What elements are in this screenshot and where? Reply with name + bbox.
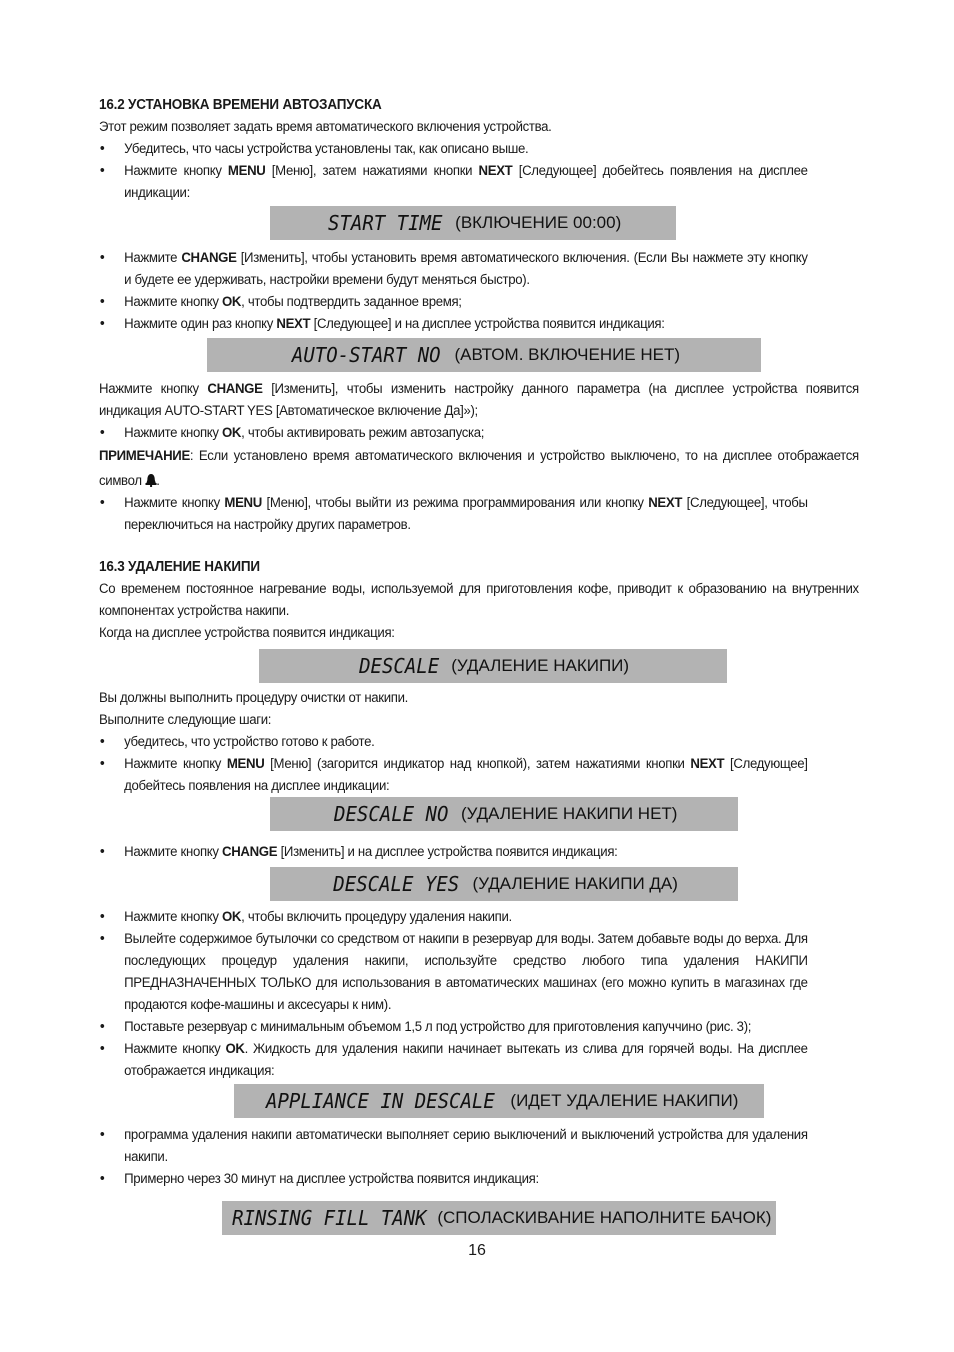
- bullet-list-1: [99, 138, 859, 204]
- display-descale: [259, 649, 727, 683]
- page-number: 16: [468, 1242, 486, 1259]
- list-item: • программа удаления накипи автоматически выполняет серию выключений и выключений устройства для удаления накипи.: [99, 1124, 808, 1168]
- intro-text: Этот режим позволяет задать время автоматического включения устройства.: [99, 119, 552, 135]
- list-item: • Поставьте резервуар с минимальным объемом 1,5 л под устройство для приготовления капуччино (рис. 3);: [99, 1016, 859, 1038]
- list-item: • Нажмите кнопку OK. Жидкость для удаления накипи начинает вытекать из слива для горячей воды. На дисплее отображается индикация:: [99, 1038, 808, 1082]
- display-segment-text: APPLIANCE IN DESCALE: [265, 1089, 495, 1113]
- display-description: (ИДЕТ УДАЛЕНИЕ НАКИПИ): [510, 1091, 739, 1110]
- display-start-time: [270, 206, 676, 240]
- list-item: • Нажмите CHANGE [Изменить], чтобы установить время автоматического включения. (Если Вы нажмете эту кнопку и будете ее удерживать, настройки времени будут меняться быстро).: [99, 247, 808, 291]
- descale-intro: Со временем постоянное нагревание воды, используемой для приготовления кофе, приводит к образованию на внутренних компонентах устройства накипи.: [99, 581, 859, 619]
- list-item: • Вылейте содержимое бутылочки со средством от накипи в резервуар для воды. Затем добавьте воды до верха. Для последующих процедур удаления накипи, используйте средство любого типа удаления НАКИПИ ПРЕДНАЗНАЧЕННЫХ ТОЛЬКО для использования в автоматических машинах (его можно купить в магазинах где продаются кофе-машины и аксесуары к ним).: [99, 928, 808, 1016]
- list-item: • Нажмите один раз кнопку NEXT [Следующее] и на дисплее устройства появится индикация:: [99, 313, 859, 335]
- list-item: • Нажмите кнопку OK, чтобы подтвердить заданное время;: [99, 291, 859, 313]
- display-segment-text: DESCALE YES: [333, 872, 460, 896]
- bullet-list-7: [99, 906, 859, 1082]
- bullet-list-3: [99, 422, 859, 444]
- bullet-list-2: [99, 247, 859, 335]
- list-item: • Нажмите кнопку MENU [Меню], затем нажатиями кнопки NEXT [Следующее] добейтесь появления на дисплее индикации:: [99, 160, 808, 204]
- descale-steps-text: Выполните следующие шаги:: [99, 712, 272, 728]
- display-segment-text: DESCALE: [359, 654, 440, 678]
- display-segment-text: RINSING FILL TANK: [231, 1206, 427, 1230]
- display-descale-no: [270, 797, 738, 831]
- list-item: • Нажмите кнопку OK, чтобы включить процедуру удаления накипи.: [99, 906, 859, 928]
- list-item: • Нажмите кнопку OK, чтобы активировать режим автозапуска;: [99, 422, 859, 444]
- note-label: ПРИМЕЧАНИЕ: [99, 448, 190, 464]
- display-appliance-in-descale: [234, 1084, 764, 1118]
- display-segment-text: DESCALE NO: [333, 802, 448, 826]
- list-item: • Нажмите кнопку CHANGE [Изменить] и на дисплее устройства появится индикация:: [99, 841, 859, 863]
- note-paragraph: ПРИМЕЧАНИЕ: Если установлено время автоматического включения и устройство выключено, то на дисплее отображается символ .: [99, 448, 859, 489]
- display-descale-yes: [270, 867, 738, 901]
- heading-16-3: 16.3 УДАЛЕНИЕ НАКИПИ: [99, 559, 260, 575]
- list-item: • убедитесь, что устройство готово к работе.: [99, 731, 859, 753]
- list-item: • Нажмите кнопку MENU [Меню] (загорится индикатор над кнопкой), затем нажатиями кнопки NEXT [Следующее] добейтесь появления на дисплее индикации:: [99, 753, 808, 797]
- display-segment-text: START TIME: [327, 211, 443, 235]
- bell-icon: [145, 473, 156, 487]
- heading-16-2: 16.2 УСТАНОВКА ВРЕМЕНИ АВТОЗАПУСКА: [99, 97, 382, 113]
- descale-must-text: Вы должны выполнить процедуру очистки от накипи.: [99, 690, 408, 706]
- bullet-list-4: [99, 492, 859, 536]
- paragraph-change: Нажмите кнопку CHANGE [Изменить], чтобы изменить настройку данного параметра (на дисплее устройства появится индикация AUTO-START YES [Автоматическое включение Да]»);: [99, 381, 859, 419]
- display-description: (СПОЛАСКИВАНИЕ НАПОЛНИТЕ БАЧОК): [437, 1208, 772, 1227]
- display-rinsing-fill-tank: [222, 1201, 776, 1235]
- display-description: (АВТОМ. ВКЛЮЧЕНИЕ НЕТ): [454, 345, 681, 364]
- bullet-list-5: [99, 731, 859, 797]
- bullet-list-6: [99, 841, 859, 863]
- display-description: (УДАЛЕНИЕ НАКИПИ ДА): [472, 874, 678, 893]
- display-segment-text: AUTO-START NO: [291, 343, 441, 367]
- list-item: • Примерно через 30 минут на дисплее устройства появится индикация:: [99, 1168, 859, 1190]
- list-item: • Убедитесь, что часы устройства установлены так, как описано выше.: [99, 138, 859, 160]
- bullet-list-8: [99, 1124, 859, 1190]
- list-item: • Нажмите кнопку MENU [Меню], чтобы выйти из режима программирования или кнопку NEXT [Следующее], чтобы переключиться на настройку других параметров.: [99, 492, 808, 536]
- display-auto-start-no: [207, 338, 761, 372]
- descale-when-text: Когда на дисплее устройства появится индикация:: [99, 625, 395, 641]
- display-description: (ВКЛЮЧЕНИЕ 00:00): [455, 213, 622, 232]
- display-description: (УДАЛЕНИЕ НАКИПИ): [451, 656, 630, 675]
- display-description: (УДАЛЕНИЕ НАКИПИ НЕТ): [460, 804, 678, 823]
